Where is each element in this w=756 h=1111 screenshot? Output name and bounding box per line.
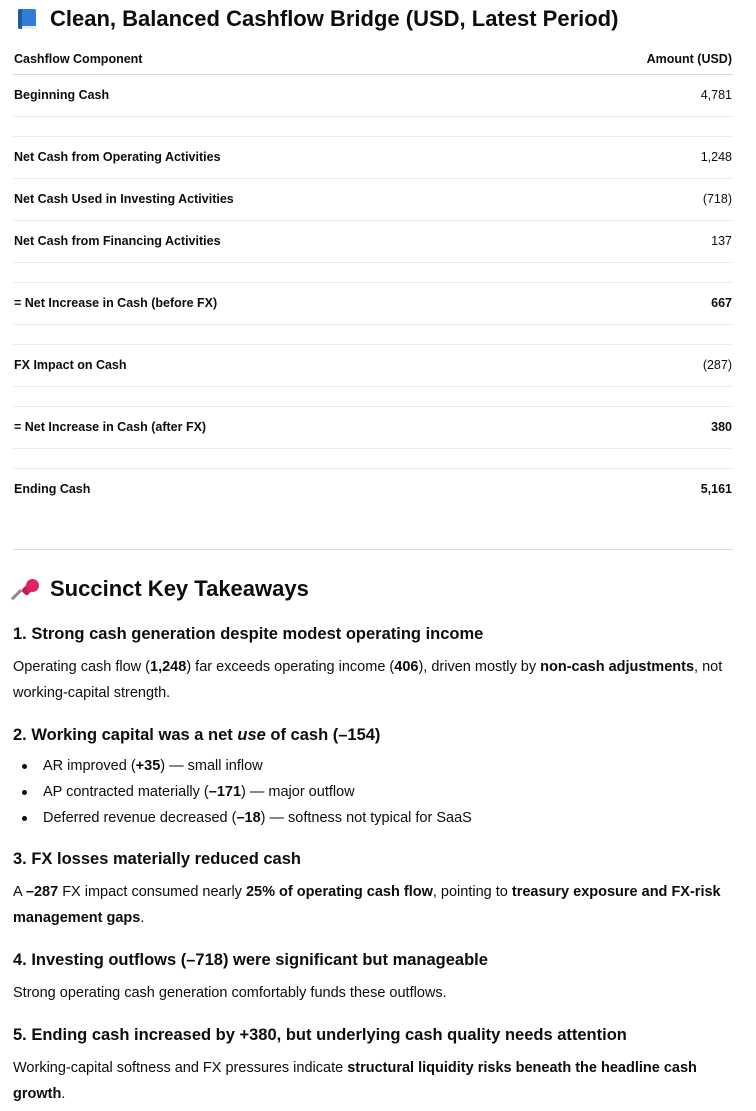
takeaway-heading: 5. Ending cash increased by +380, but underlying cash quality needs attention <box>13 1026 627 1044</box>
list-item: AR improved (+35) — small inflow <box>13 753 737 779</box>
row-amount: 137 <box>529 220 733 262</box>
row-amount: (287) <box>529 344 733 386</box>
takeaway-4 <box>13 951 737 1006</box>
table-row <box>13 468 733 510</box>
takeaway-5 <box>13 1026 737 1107</box>
column-header-component: Cashflow Component <box>13 44 529 74</box>
takeaway-3 <box>13 850 737 931</box>
takeaways-title-text: Succinct Key Takeaways <box>50 576 309 601</box>
page-title-text: Clean, Balanced Cashflow Bridge (USD, Latest Period) <box>50 6 619 31</box>
takeaway-list <box>13 753 737 831</box>
takeaway-heading: 2. Working capital was a net use of cash (–154) <box>13 726 381 744</box>
table-row <box>13 220 733 262</box>
table-spacer-row <box>13 448 733 468</box>
row-label: Net Cash Used in Investing Activities <box>13 178 529 220</box>
list-item: AP contracted materially (–171) — major outflow <box>13 779 737 805</box>
row-amount: 380 <box>529 406 733 448</box>
takeaway-2 <box>13 726 737 831</box>
table-row <box>13 178 733 220</box>
table-spacer-row <box>13 262 733 282</box>
cashflow-table <box>13 44 733 510</box>
table-spacer-row <box>13 116 733 136</box>
table-spacer-row <box>13 324 733 344</box>
row-label: FX Impact on Cash <box>13 344 529 386</box>
takeaway-text: A –287 FX impact consumed nearly 25% of operating cash flow, pointing to treasury exposure and FX-risk management gaps. <box>13 884 721 926</box>
table-row <box>13 136 733 178</box>
row-label: Ending Cash <box>14 482 91 497</box>
takeaways-title <box>16 576 309 602</box>
page-title <box>16 6 618 32</box>
row-amount: 4,781 <box>529 74 733 116</box>
takeaway-1 <box>13 625 737 706</box>
section-divider <box>13 549 733 550</box>
pushpin-icon <box>16 576 42 602</box>
table-row <box>13 282 733 324</box>
takeaway-text: Strong operating cash generation comfortably funds these outflows. <box>13 985 447 1001</box>
row-amount: (718) <box>529 178 733 220</box>
table-spacer-row <box>13 386 733 406</box>
table-row <box>13 406 733 448</box>
takeaway-heading: 4. Investing outflows (–718) were significant but manageable <box>13 951 488 969</box>
row-amount: 667 <box>529 282 733 324</box>
table-header-row <box>13 44 733 74</box>
column-header-amount: Amount (USD) <box>529 44 733 74</box>
takeaway-text: Working-capital softness and FX pressures indicate structural liquidity risks beneath the headline cash growth. <box>13 1060 697 1102</box>
table-row <box>13 344 733 386</box>
row-label: = Net Increase in Cash (after FX) <box>13 406 529 448</box>
row-amount: 1,248 <box>529 136 733 178</box>
takeaway-heading: 1. Strong cash generation despite modest operating income <box>13 625 484 643</box>
takeaway-text: Operating cash flow (1,248) far exceeds operating income (406), driven mostly by non-cash adjustments, not working-capital strength. <box>13 659 723 701</box>
row-label: Net Cash from Operating Activities <box>13 136 529 178</box>
list-item: Deferred revenue decreased (–18) — softness not typical for SaaS <box>13 805 737 831</box>
row-amount: 5,161 <box>700 482 732 497</box>
row-label: Net Cash from Financing Activities <box>13 220 529 262</box>
takeaway-heading: 3. FX losses materially reduced cash <box>13 850 301 868</box>
table-row <box>13 74 733 116</box>
row-label: = Net Increase in Cash (before FX) <box>13 282 529 324</box>
blue-book-icon <box>16 7 38 31</box>
row-label: Beginning Cash <box>13 74 529 116</box>
